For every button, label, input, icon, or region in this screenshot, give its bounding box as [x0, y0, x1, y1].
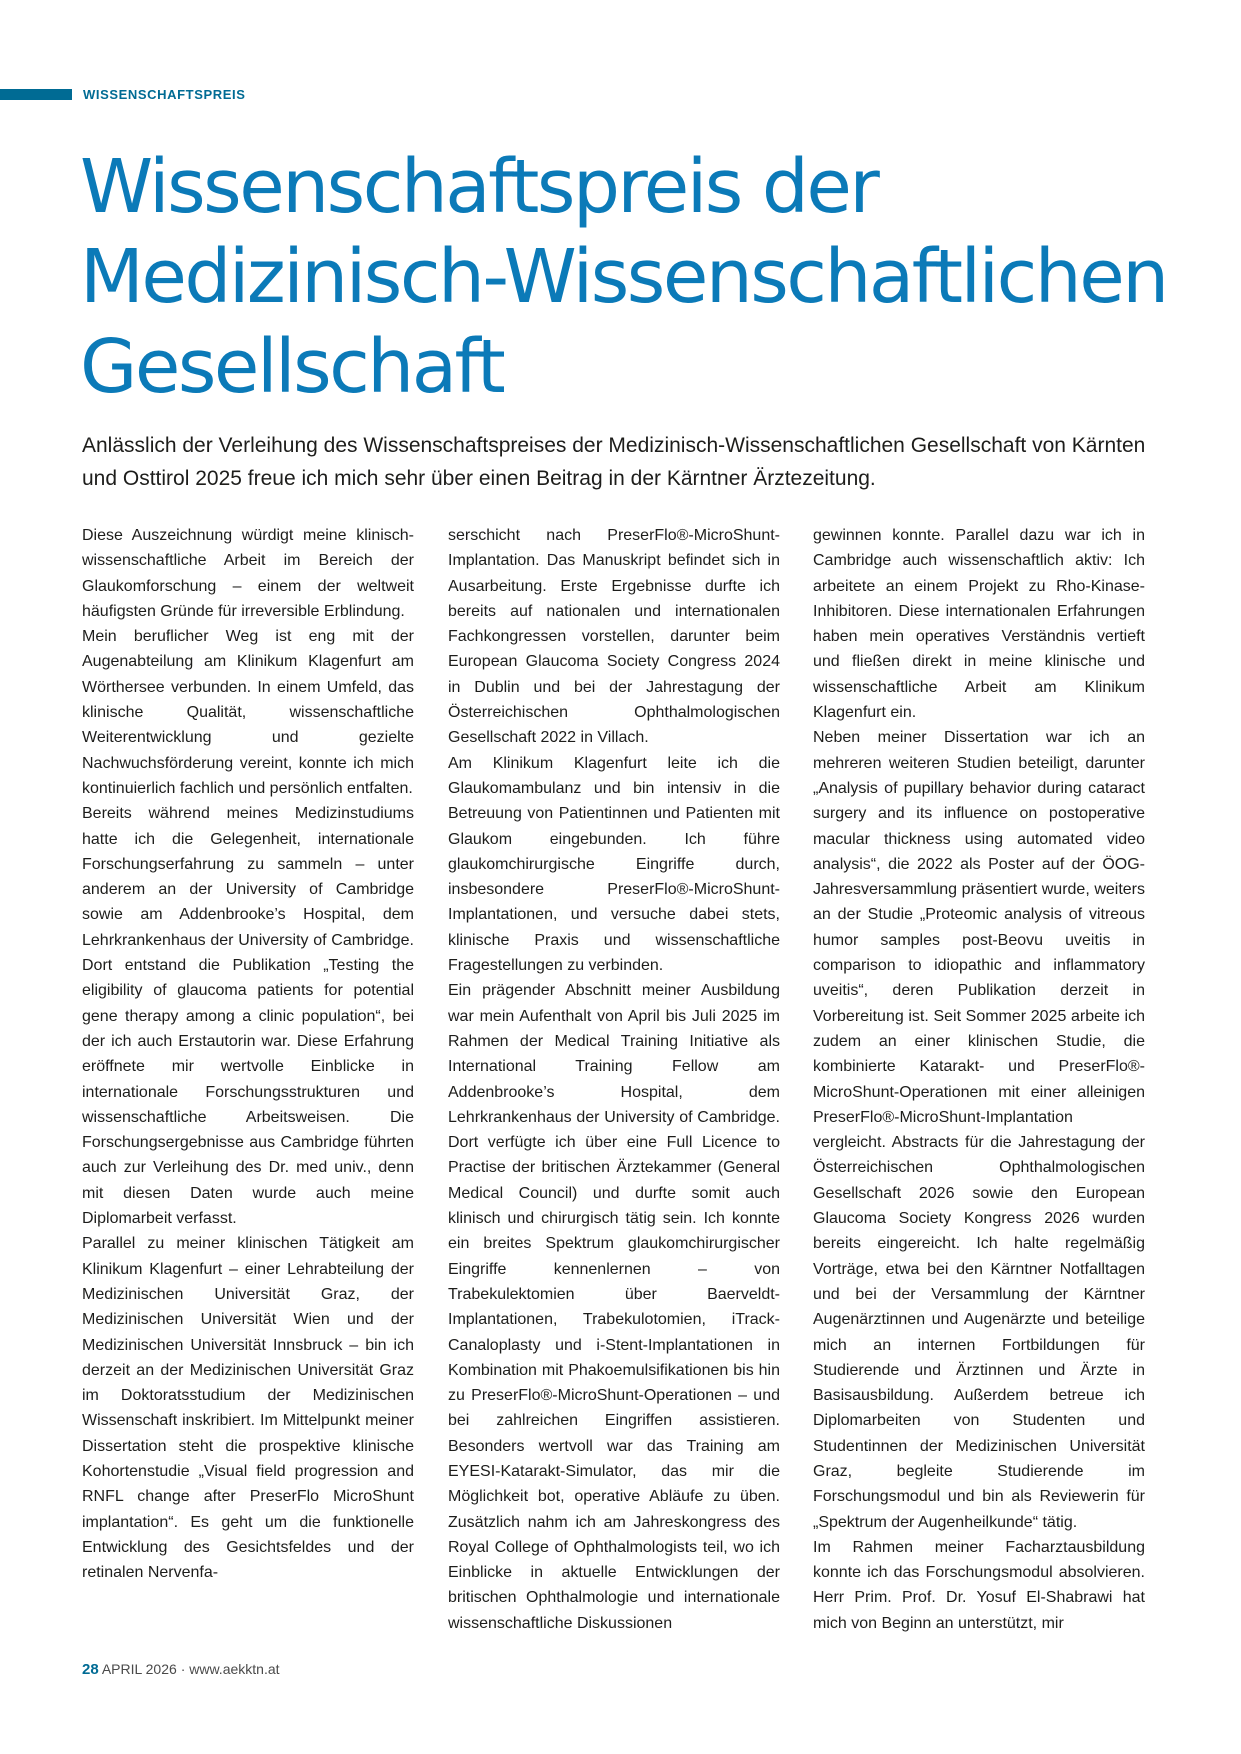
text-column-3 [813, 523, 1145, 1636]
article-title: Wissenschaftspreis der Medizinisch-Wissenschaftlichen Gesellschaft [80, 144, 1167, 410]
paragraph: Am Klinikum Klagenfurt leite ich die Glaukomambulanz und bin intensiv in die Betreuung von Patientinnen und Patienten mit Glaukom eingebunden. Ich führe glaukomchirurgische Eingriffe durch, insbesondere PreserFlo®-MicroShunt-Implantationen, und versuche dabei stets, klinische Praxis und wissenschaftliche Fragestellungen zu verbinden. [448, 754, 780, 975]
page-number: 28 [82, 1661, 99, 1678]
paragraph: serschicht nach PreserFlo®-MicroShunt-Implantation. Das Manuskript befindet sich in Ausarbeitung. Erste Ergebnisse durfte ich bereits auf nationalen und internationalen Fachkongressen vorstellen, darunter beim European Glaucoma Society Congress 2024 in Dublin und bei der Jahrestagung der Österreichischen Ophthalmologischen Gesellschaft 2022 in Villach. [448, 527, 780, 747]
article-lead: Anlässlich der Verleihung des Wissenschaftspreises der Medizinisch-Wissenschaftlichen Gesellschaft von Kärnten und Osttirol 2025 freue ich mich sehr über einen Beitrag in der Kärntner Ärztezeitung. [82, 434, 1146, 490]
paragraph: gewinnen konnte. Parallel dazu war ich in Cambridge auch wissenschaftlich aktiv: Ich arbeitete an einem Projekt zu Rho-Kinase-Inhibitoren. Diese internationalen Erfahrungen haben mein operatives Verständnis vertieft und fließen direkt in meine klinische und wissenschaftliche Arbeit am Klinikum Klagenfurt ein. [813, 527, 1145, 722]
text-column-2 [448, 523, 780, 1636]
issue-date: APRIL 2026 [101, 1661, 177, 1677]
paragraph: Im Rahmen meiner Facharztausbildung konnte ich das Forschungsmodul absolvieren. Herr Prim. Prof. Dr. Yosuf El-Shabrawi hat mich von Beginn an unterstützt, mir [813, 1538, 1145, 1632]
footer-separator: · [180, 1661, 186, 1677]
paragraph: Bereits während meines Medizinstudiums hatte ich die Gelegenheit, internationale Forschungserfahrung zu sammeln – unter anderem an der University of Cambridge sowie am Addenbrooke’s Hospital, dem Lehrkrankenhaus der University of Cambridge. Dort entstand die Publikation „Testing the eligibility of glaucoma patients for potential gene therapy among a clinic population“, bei der ich auch Erstautorin war. Diese Erfahrung eröffnete mir wertvolle Einblicke in internationale Forschungsstrukturen und wissenschaftliche Arbeitsweisen. Die Forschungsergebnisse aus Cambridge führten auch zur Verleihung des Dr. med univ., denn mit diesen Daten wurde auch meine Diplomarbeit verfasst. [82, 805, 414, 1228]
page-footer [82, 1661, 280, 1678]
paragraph: Diese Auszeichnung würdigt meine klinisch-wissenschaftliche Arbeit im Bereich der Glaukomforschung – einem der weltweit häufigsten Gründe für irreversible Erblindung. [82, 527, 414, 620]
text-column-1 [82, 523, 414, 1585]
paragraph: Parallel zu meiner klinischen Tätigkeit am Klinikum Klagenfurt – einer Lehrabteilung der Medizinischen Universität Graz, der Medizinischen Universität Wien und der Medizinischen Universität Innsbruck – bin ich derzeit an der Medizinischen Universität Graz im Doktoratsstudium der Medizinischen Wissenschaft inskribiert. Im Mittelpunkt meiner Dissertation steht die prospektive klinische Kohortenstudie „Visual field progression and RNFL change after PreserFlo MicroShunt implantation“. Es geht um die funktionelle Entwicklung des Gesichtsfeldes und der retinalen Nervenfa- [82, 1235, 414, 1582]
paragraph: Neben meiner Dissertation war ich an mehreren weiteren Studien beteiligt, darunter „Analysis of pupillary behavior during cataract surgery and its influence on postoperative macular thickness using automated video analysis“, die 2022 als Poster auf der ÖOG-Jahresversammlung präsentiert wurde, weiters an der Studie „Proteomic analysis of vitreous humor samples post-Beovu uveitis in comparison to idiopathic and inflammatory uveitis“, deren Publikation derzeit in Vorbereitung ist. Seit Sommer 2025 arbeite ich zudem an einer klinischen Studie, die kombinierte Katarakt- und PreserFlo®-MicroShunt-Operationen mit einer alleinigen PreserFlo®-MicroShunt-Implantation vergleicht. Abstracts für die Jahrestagung der Österreichischen Ophthalmologischen Gesellschaft 2026 sowie den European Glaucoma Society Kongress 2026 wurden bereits eingereicht. Ich halte regelmäßig Vorträge, etwa bei den Kärntner Notfalltagen und bei der Versammlung der Kärntner Augenärztinnen und Augenärzte und beteilige mich an internen Fortbildungen für Studierende und Ärztinnen und Ärzte in Basisausbildung. Außerdem betreue ich Diplomarbeiten von Studenten und Studentinnen der Medizinischen Universität Graz, begleite Studierende im Forschungsmodul und bin als Reviewerin für „Spektrum der Augenheilkunde“ tätig. [813, 729, 1145, 1531]
paragraph: Ein prägender Abschnitt meiner Ausbildung war mein Aufenthalt von April bis Juli 2025 im Rahmen der Medical Training Initiative als International Training Fellow am Addenbrooke’s Hospital, dem Lehrkrankenhaus der University of Cambridge. Dort verfügte ich über eine Full Licence to Practise der britischen Ärztekammer (General Medical Council) und durfte somit auch klinisch und chirurgisch tätig sein. Ich konnte ein breites Spektrum glaukomchirurgischer Eingriffe kennenlernen – von Trabekulektomien über Baerveldt-Implantationen, Trabekulotomien, iTrack-Canaloplasty und i-Stent-Implantationen in Kombination mit Phakoemulsifikationen bis hin zu PreserFlo®-MicroShunt-Operationen – und bei zahlreichen Eingriffen assistieren. Besonders wertvoll war das Training am EYESI-Katarakt-Simulator, das mir die Möglichkeit bot, operative Abläufe zu üben. Zusätzlich nahm ich am Jahreskongress des Royal College of Ophthalmologists teil, wo ich Einblicke in aktuelle Entwicklungen der britischen Ophthalmologie und internationale wissenschaftliche Diskussionen [448, 982, 780, 1632]
paragraph: Mein beruflicher Weg ist eng mit der Augenabteilung am Klinikum Klagenfurt am Wörthersee verbunden. In einem Umfeld, das klinische Qualität, wissenschaftliche Weiterentwicklung und gezielte Nachwuchsförderung vereint, konnte ich mich kontinuierlich fachlich und persönlich entfalten. [82, 628, 414, 797]
section-marker-bar [0, 89, 72, 100]
website-link[interactable]: www.aekktn.at [189, 1661, 280, 1677]
section-label: WISSENSCHAFTSPREIS [83, 87, 246, 102]
